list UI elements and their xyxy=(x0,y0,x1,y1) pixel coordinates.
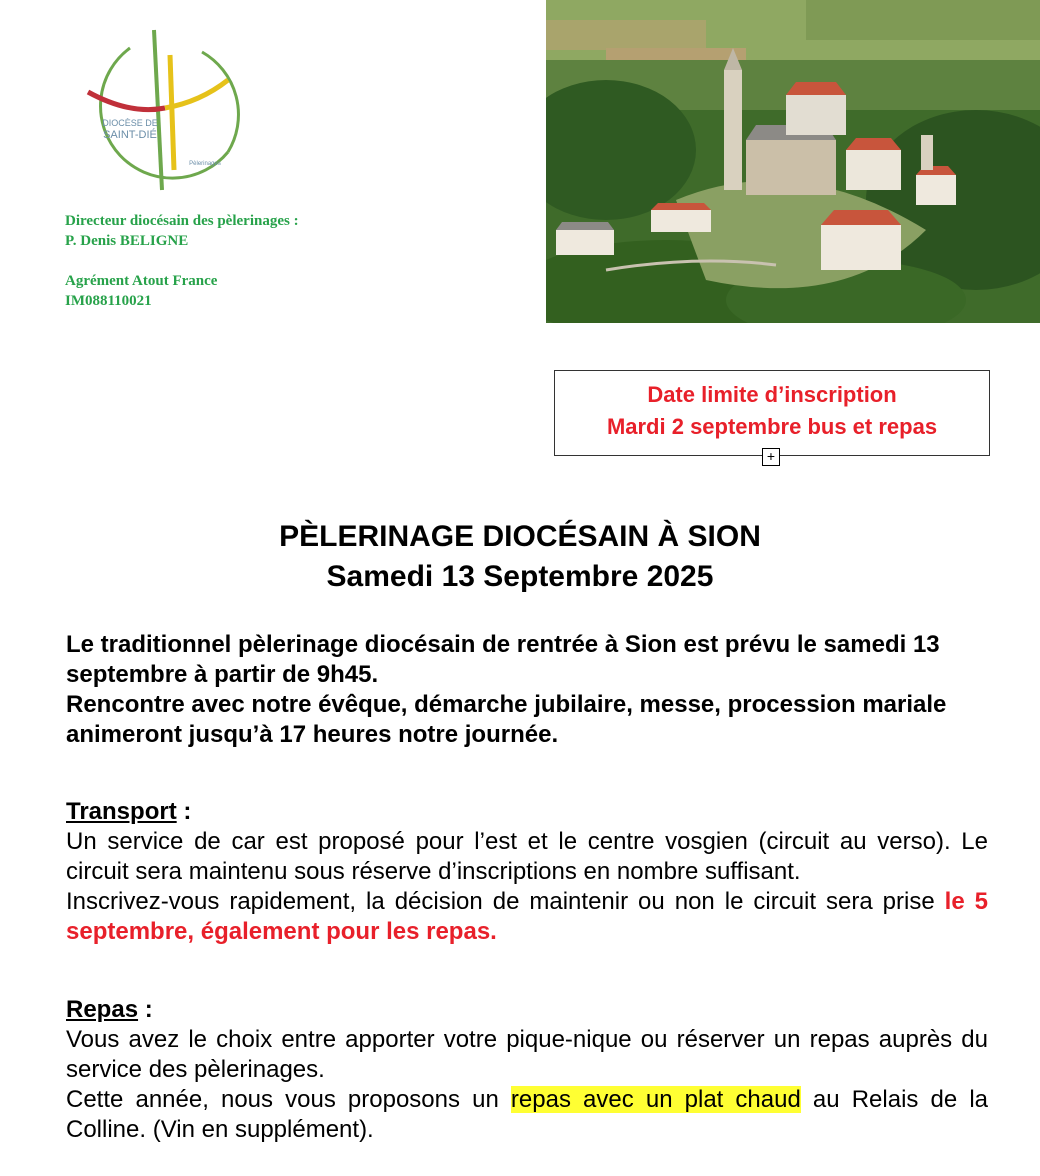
intro-line2: Rencontre avec notre évêque, démarche jubilaire, messe, procession mariale animeront jusqu’à 17 heures notre journée. xyxy=(66,691,947,748)
transport-p2-text: Inscrivez-vous rapidement, la décision de maintenir ou non le circuit sera prise xyxy=(66,888,945,915)
intro-paragraph xyxy=(66,630,988,750)
logo-text-line2: SAINT-DIÉ xyxy=(103,129,157,141)
deadline-box xyxy=(554,370,990,456)
agrement-label: Agrément Atout France xyxy=(65,273,218,289)
sion-aerial-photo xyxy=(546,0,1040,323)
title-line1: PÈLERINAGE DIOCÉSAIN À SION xyxy=(279,520,761,553)
repas-heading xyxy=(66,995,988,1025)
transport-heading xyxy=(66,797,988,827)
logo-text-line1: DIOCÈSE DE xyxy=(102,118,158,128)
title-line2: Samedi 13 Septembre 2025 xyxy=(326,560,714,593)
repas-paragraph2 xyxy=(66,1085,988,1145)
move-handle-icon[interactable]: + xyxy=(762,448,780,466)
repas-paragraph1: Vous avez le choix entre apporter votre pique-nique ou réserver un repas auprès du service des pèlerinages. xyxy=(66,1026,988,1083)
agrement-code: IM088110021 xyxy=(65,293,152,309)
page-title xyxy=(0,517,1040,597)
logo-text-line3: Pèlerinages xyxy=(189,161,221,167)
transport-section xyxy=(66,797,988,947)
intro-line1: Le traditionnel pèlerinage diocésain de rentrée à Sion est prévu le samedi 13 septembre à partir de 9h45. xyxy=(66,631,940,688)
deadline-line1: Date limite d’inscription xyxy=(647,382,897,407)
repas-heading-text: Repas xyxy=(66,996,139,1023)
repas-p2-end: au Relais de la Colline. (Vin en supplément). xyxy=(66,1086,988,1143)
deadline-line2: Mardi 2 septembre bus et repas xyxy=(606,414,938,439)
director-name: P. Denis BELIGNE xyxy=(65,233,189,249)
repas-heading-suffix: : xyxy=(138,996,153,1023)
diocese-logo xyxy=(70,20,245,200)
transport-p2-red: le 5 septembre, également pour les repas. xyxy=(66,888,989,945)
header-info xyxy=(65,211,299,311)
director-label: Directeur diocésain des pèlerinages : xyxy=(65,213,299,229)
repas-p2-start: Cette année, nous vous proposons un xyxy=(66,1086,511,1113)
repas-section xyxy=(66,995,988,1145)
transport-paragraph2 xyxy=(66,887,988,947)
transport-paragraph1: Un service de car est proposé pour l’est et le centre vosgien (circuit au verso). Le circuit sera maintenu sous réserve d’inscriptions en nombre suffisant. xyxy=(66,828,988,885)
transport-heading-suffix: : xyxy=(176,798,192,825)
repas-p2-highlight: repas avec un plat chaud xyxy=(510,1086,801,1113)
transport-heading-text: Transport xyxy=(66,798,177,825)
